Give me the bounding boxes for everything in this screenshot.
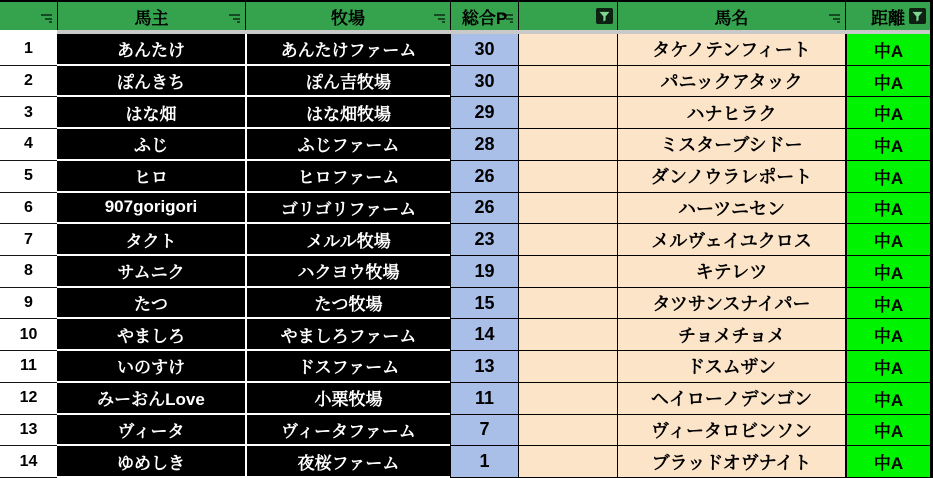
farm-cell[interactable]: あんたけファーム [245,34,450,66]
blank-cell[interactable] [518,193,617,225]
points-cell[interactable]: 30 [450,34,518,66]
blank-cell[interactable] [518,129,617,161]
farm-cell[interactable]: 夜桜ファーム [245,446,450,478]
farm-cell[interactable]: ふじファーム [245,129,450,161]
blank-cell[interactable] [518,66,617,98]
header-farm-label: 牧場 [331,8,365,28]
header-distance-label: 距離 [871,8,905,28]
distance-cell[interactable]: 中A [845,288,933,320]
row-number-cell[interactable]: 1 [0,34,57,66]
header-corner[interactable] [0,0,57,30]
distance-cell[interactable]: 中A [845,319,933,351]
horse-name-cell[interactable]: メルヴェイユクロス [617,224,845,256]
points-cell[interactable]: 29 [450,97,518,129]
header-horse-name[interactable] [617,0,845,30]
filter-menu-icon[interactable] [41,14,52,24]
owner-cell[interactable]: サムニク [57,256,245,288]
distance-cell[interactable]: 中A [845,351,933,383]
row-number-cell[interactable]: 2 [0,66,57,98]
row-number-cell[interactable]: 8 [0,256,57,288]
distance-cell[interactable]: 中A [845,415,933,447]
header-points-label: 総合P [461,8,508,28]
horse-name-cell[interactable]: キテレツ [617,256,845,288]
distance-cell[interactable]: 中A [845,446,933,478]
horse-name-cell[interactable]: ブラッドオヴナイト [617,446,845,478]
filter-menu-icon[interactable] [434,14,445,24]
owner-cell[interactable]: みーおんLove [57,383,245,415]
header-farm[interactable] [245,0,450,30]
points-cell[interactable]: 19 [450,256,518,288]
row-number-cell[interactable]: 4 [0,129,57,161]
blank-cell[interactable] [518,161,617,193]
row-number-cell[interactable]: 6 [0,193,57,225]
points-cell[interactable]: 1 [450,446,518,478]
distance-cell[interactable]: 中A [845,383,933,415]
header-points[interactable] [450,0,518,30]
row-number-cell[interactable]: 3 [0,97,57,129]
distance-cell[interactable]: 中A [845,97,933,129]
row-number-cell[interactable]: 7 [0,224,57,256]
farm-cell[interactable]: ぽん吉牧場 [245,66,450,98]
blank-cell[interactable] [518,415,617,447]
owner-cell[interactable]: ヴィータ [57,415,245,447]
blank-cell[interactable] [518,288,617,320]
header-owner[interactable] [57,0,245,30]
points-cell[interactable]: 28 [450,129,518,161]
horse-name-cell[interactable]: ハーツニセン [617,193,845,225]
header-filtered-blank[interactable] [518,0,617,30]
points-cell[interactable]: 11 [450,383,518,415]
points-cell[interactable]: 30 [450,66,518,98]
owner-cell[interactable]: タクト [57,224,245,256]
owner-cell[interactable]: ふじ [57,129,245,161]
points-cell[interactable]: 26 [450,193,518,225]
owner-cell[interactable]: ヒロ [57,161,245,193]
blank-cell[interactable] [518,34,617,66]
row-number-cell[interactable]: 14 [0,446,57,478]
row-number-cell[interactable]: 13 [0,415,57,447]
farm-cell[interactable]: ドスファーム [245,351,450,383]
blank-cell[interactable] [518,351,617,383]
owner-cell[interactable]: たつ [57,288,245,320]
filter-active-funnel-icon[interactable] [909,8,926,24]
horse-name-cell[interactable]: ドスムザン [617,351,845,383]
farm-cell[interactable]: メルル牧場 [245,224,450,256]
points-cell[interactable]: 14 [450,319,518,351]
row-number-cell[interactable]: 11 [0,351,57,383]
farm-cell[interactable]: はな畑牧場 [245,97,450,129]
blank-cell[interactable] [518,97,617,129]
farm-cell[interactable]: 小栗牧場 [245,383,450,415]
filter-active-funnel-icon[interactable] [596,8,613,24]
distance-cell[interactable]: 中A [845,66,933,98]
row-number-cell[interactable]: 9 [0,288,57,320]
blank-cell[interactable] [518,224,617,256]
filter-menu-icon[interactable] [829,14,840,24]
filter-menu-icon[interactable] [229,14,240,24]
horse-name-cell[interactable]: タケノテンフィート [617,34,845,66]
horse-name-cell[interactable]: タツサンスナイパー [617,288,845,320]
horse-name-cell[interactable]: チョメチョメ [617,319,845,351]
points-cell[interactable]: 26 [450,161,518,193]
farm-cell[interactable]: ヴィータファーム [245,415,450,447]
horse-name-cell[interactable]: ハナヒラク [617,97,845,129]
horse-name-cell[interactable]: ヴィータロビンソン [617,415,845,447]
points-cell[interactable]: 23 [450,224,518,256]
blank-cell[interactable] [518,383,617,415]
header-horse-name-label: 馬名 [714,8,749,28]
owner-cell[interactable]: ゆめしき [57,446,245,478]
row-number-cell[interactable]: 5 [0,161,57,193]
distance-cell[interactable]: 中A [845,129,933,161]
distance-cell[interactable]: 中A [845,256,933,288]
farm-cell[interactable]: たつ牧場 [245,288,450,320]
blank-cell[interactable] [518,256,617,288]
horse-name-cell[interactable]: ダンノウラレポート [617,161,845,193]
points-cell[interactable]: 15 [450,288,518,320]
header-owner-label: 馬主 [134,8,169,28]
blank-cell[interactable] [518,446,617,478]
header-distance[interactable] [845,0,933,30]
owner-cell[interactable]: いのすけ [57,351,245,383]
farm-cell[interactable]: ハクヨウ牧場 [245,256,450,288]
farm-cell[interactable]: ヒロファーム [245,161,450,193]
distance-cell[interactable]: 中A [845,224,933,256]
horse-name-cell[interactable]: ミスターブシドー [617,129,845,161]
horse-name-cell[interactable]: パニックアタック [617,66,845,98]
points-cell[interactable]: 13 [450,351,518,383]
row-number-cell[interactable]: 10 [0,319,57,351]
distance-cell[interactable]: 中A [845,161,933,193]
owner-cell[interactable]: 907gorigori [57,193,245,225]
owner-cell[interactable]: ぽんきち [57,66,245,98]
distance-cell[interactable]: 中A [845,34,933,66]
owner-cell[interactable]: あんたけ [57,34,245,66]
owner-cell[interactable]: はな畑 [57,97,245,129]
horse-name-cell[interactable]: ヘイローノデンゴン [617,383,845,415]
distance-cell[interactable]: 中A [845,193,933,225]
farm-cell[interactable]: やましろファーム [245,319,450,351]
row-number-cell[interactable]: 12 [0,383,57,415]
blank-cell[interactable] [518,319,617,351]
points-cell[interactable]: 7 [450,415,518,447]
farm-cell[interactable]: ゴリゴリファーム [245,193,450,225]
owner-cell[interactable]: やましろ [57,319,245,351]
